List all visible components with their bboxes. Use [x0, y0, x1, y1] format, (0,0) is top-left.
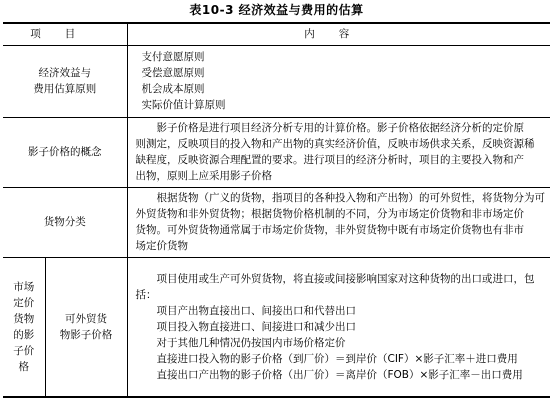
header-item: 项目 — [3, 23, 127, 45]
table-caption: 表10-3 经济效益与费用的估算 — [189, 3, 364, 17]
estimate-table — [3, 22, 550, 398]
row-content: 影子价格是进行项目经济分析专用的计算价格。影子价格依据经济分析的定价原 则测定，反映项目的投入物和产出物的真实经济价值，反映市场供求关系，反映资源稀 缺程度，反映资源合理配置的要求。进行项目的经济分析时，项目的主要投入物和产 出物，原则上应采用影子价格 — [127, 117, 550, 187]
row-content: 项目使用或生产可外贸货物，将直接或间接影响国家对这种货物的出口或进口，包 括： 项目产出物直接出口、间接出口和代替出口 项目投入物直接进口、间接进口和减少出口 对于其他几种情况仍按国内市场价格定价 直接进口投入物的影子价格（到厂价）＝到岸价（CIF）×影子汇率＋进口费用 直接出口产出物的影子价格（出厂价）＝离岸价（FOB）×影子汇率－出口费用 — [127, 257, 550, 397]
list-item: 支付意愿原则 — [141, 51, 205, 63]
table-row — [3, 187, 550, 257]
list-item: 实际价值计算原则 — [141, 99, 226, 111]
list-item: 受偿意愿原则 — [141, 67, 205, 79]
row-label: 可外贸货 物影子价格 — [45, 257, 127, 397]
table-row — [3, 257, 550, 397]
list-item: 机会成本原则 — [141, 83, 205, 95]
row-label: 货物分类 — [3, 187, 127, 257]
row-label: 经济效益与 费用估算原则 — [3, 45, 127, 117]
row-content — [127, 45, 550, 117]
row-label: 影子价格的概念 — [3, 117, 127, 187]
table-row — [3, 117, 550, 187]
table-header-row — [3, 23, 550, 45]
header-content: 内容 — [127, 23, 550, 45]
side-label: 市场 定价 货物 的影 子价 格 — [3, 257, 45, 397]
table-row — [3, 45, 550, 117]
row-content: 根据货物（广义的货物，指项目的各种投入物和产出物）的可外贸性，将货物分为可 外贸货物和非外贸货物；根据货物价格机制的不同，分为市场定价货物和非市场定价 货物。可外贸货物通常属于市场定价货物，非外贸货物中既有市场定价货物也有非市 场定价货物 — [127, 187, 550, 257]
